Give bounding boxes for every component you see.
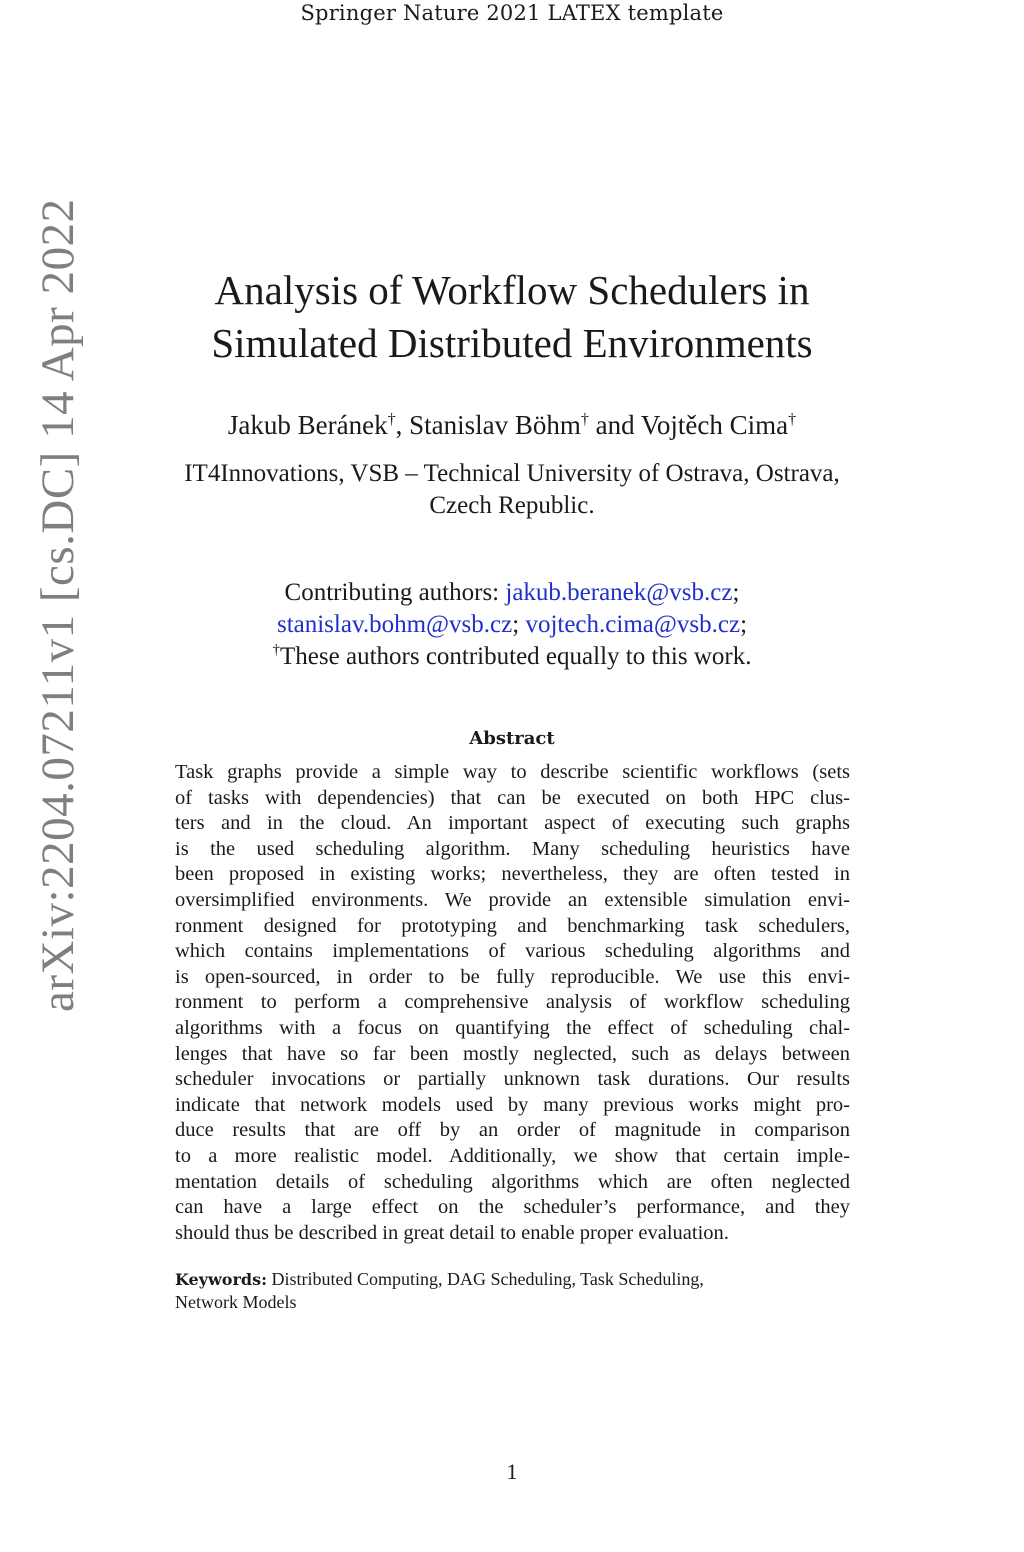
abstract-line: is open-sourced, in order to be fully reproducible. We use this envi-: [175, 965, 850, 988]
keywords-label: Keywords:: [175, 1270, 268, 1289]
email-separator: ;: [512, 611, 520, 638]
abstract-line: oversimplified environments. We provide an extensible simulation envi-: [175, 888, 850, 911]
abstract-line: should thus be described in great detail to enable proper evaluation.: [175, 1221, 729, 1244]
keywords: [175, 1268, 850, 1313]
keywords-line-2: Network Models: [175, 1292, 297, 1312]
author-name: Vojtěch Cima: [640, 410, 789, 440]
abstract-line: been proposed in existing works; nevertheless, they are often tested in: [175, 863, 850, 886]
email-link[interactable]: stanislav.bohm@vsb.cz: [276, 611, 513, 638]
equal-contribution-note: These authors contributed equally to this work.: [280, 643, 752, 670]
author-list: [0, 408, 1024, 442]
abstract-line: ronment designed for prototyping and benchmarking task schedulers,: [175, 914, 850, 937]
title-line-2: Simulated Distributed Environments: [211, 320, 813, 366]
affiliation: [0, 458, 1024, 522]
keywords-line-1: Distributed Computing, DAG Scheduling, Task Scheduling,: [271, 1269, 704, 1289]
title-line-1: Analysis of Workflow Schedulers in: [214, 267, 810, 313]
abstract-line: can have a large effect on the scheduler’s performance, and they: [175, 1196, 850, 1219]
email-link[interactable]: jakub.beranek@vsb.cz: [505, 579, 733, 606]
author-name: Stanislav Böhm: [409, 410, 581, 440]
abstract-line: ters and in the cloud. An important aspect of executing such graphs: [175, 812, 850, 835]
arxiv-identifier-stamp: arXiv:2204.07211v1 [cs.DC] 14 Apr 2022: [32, 198, 84, 1012]
abstract-line: lenges that have so far been mostly neglected, such as delays between: [175, 1042, 850, 1065]
abstract-line: to a more realistic model. Additionally, we show that certain imple-: [175, 1144, 850, 1167]
author-name: Jakub Beránek: [227, 410, 388, 440]
email-link[interactable]: vojtech.cima@vsb.cz: [525, 611, 741, 638]
equal-contribution-mark: †: [387, 411, 396, 428]
affiliation-line-1: IT4Innovations, VSB – Technical University of Ostrava, Ostrava,: [184, 460, 840, 487]
abstract-line: duce results that are off by an order of magnitude in comparison: [175, 1119, 850, 1142]
abstract-line: algorithms with a focus on quantifying the effect of scheduling chal-: [175, 1016, 850, 1039]
abstract-line: of tasks with dependencies) that can be executed on both HPC clus-: [175, 786, 850, 809]
abstract-body: [175, 760, 850, 1246]
abstract-line: which contains implementations of various scheduling algorithms and: [175, 940, 850, 963]
affiliation-line-2: Czech Republic.: [429, 492, 595, 519]
abstract-heading: Abstract: [469, 728, 555, 749]
abstract-line: indicate that network models used by many previous works might pro-: [175, 1093, 850, 1116]
abstract-line: scheduler invocations or partially unknown task durations. Our results: [175, 1068, 850, 1091]
email-separator: ;: [732, 579, 740, 606]
paper-title: [0, 264, 1024, 370]
equal-contribution-mark: †: [272, 642, 281, 658]
email-separator: ;: [740, 611, 748, 638]
abstract-line: mentation details of scheduling algorithms which are often neglected: [175, 1170, 850, 1193]
abstract-line: Task graphs provide a simple way to describe scientific workflows (sets: [175, 761, 850, 783]
running-head: Springer Nature 2021 LATEX template: [300, 1, 724, 25]
equal-contribution-mark: †: [788, 411, 797, 428]
author-separator: and: [588, 410, 641, 440]
abstract-line: is the used scheduling algorithm. Many scheduling heuristics have: [175, 837, 850, 860]
contributing-label: Contributing authors:: [284, 579, 500, 606]
abstract-line: ronment to perform a comprehensive analysis of workflow scheduling: [175, 991, 850, 1014]
page-number: 1: [506, 1459, 518, 1484]
contributing-authors: [0, 577, 1024, 673]
author-separator: ,: [395, 410, 410, 440]
equal-contribution-mark: †: [580, 411, 589, 428]
